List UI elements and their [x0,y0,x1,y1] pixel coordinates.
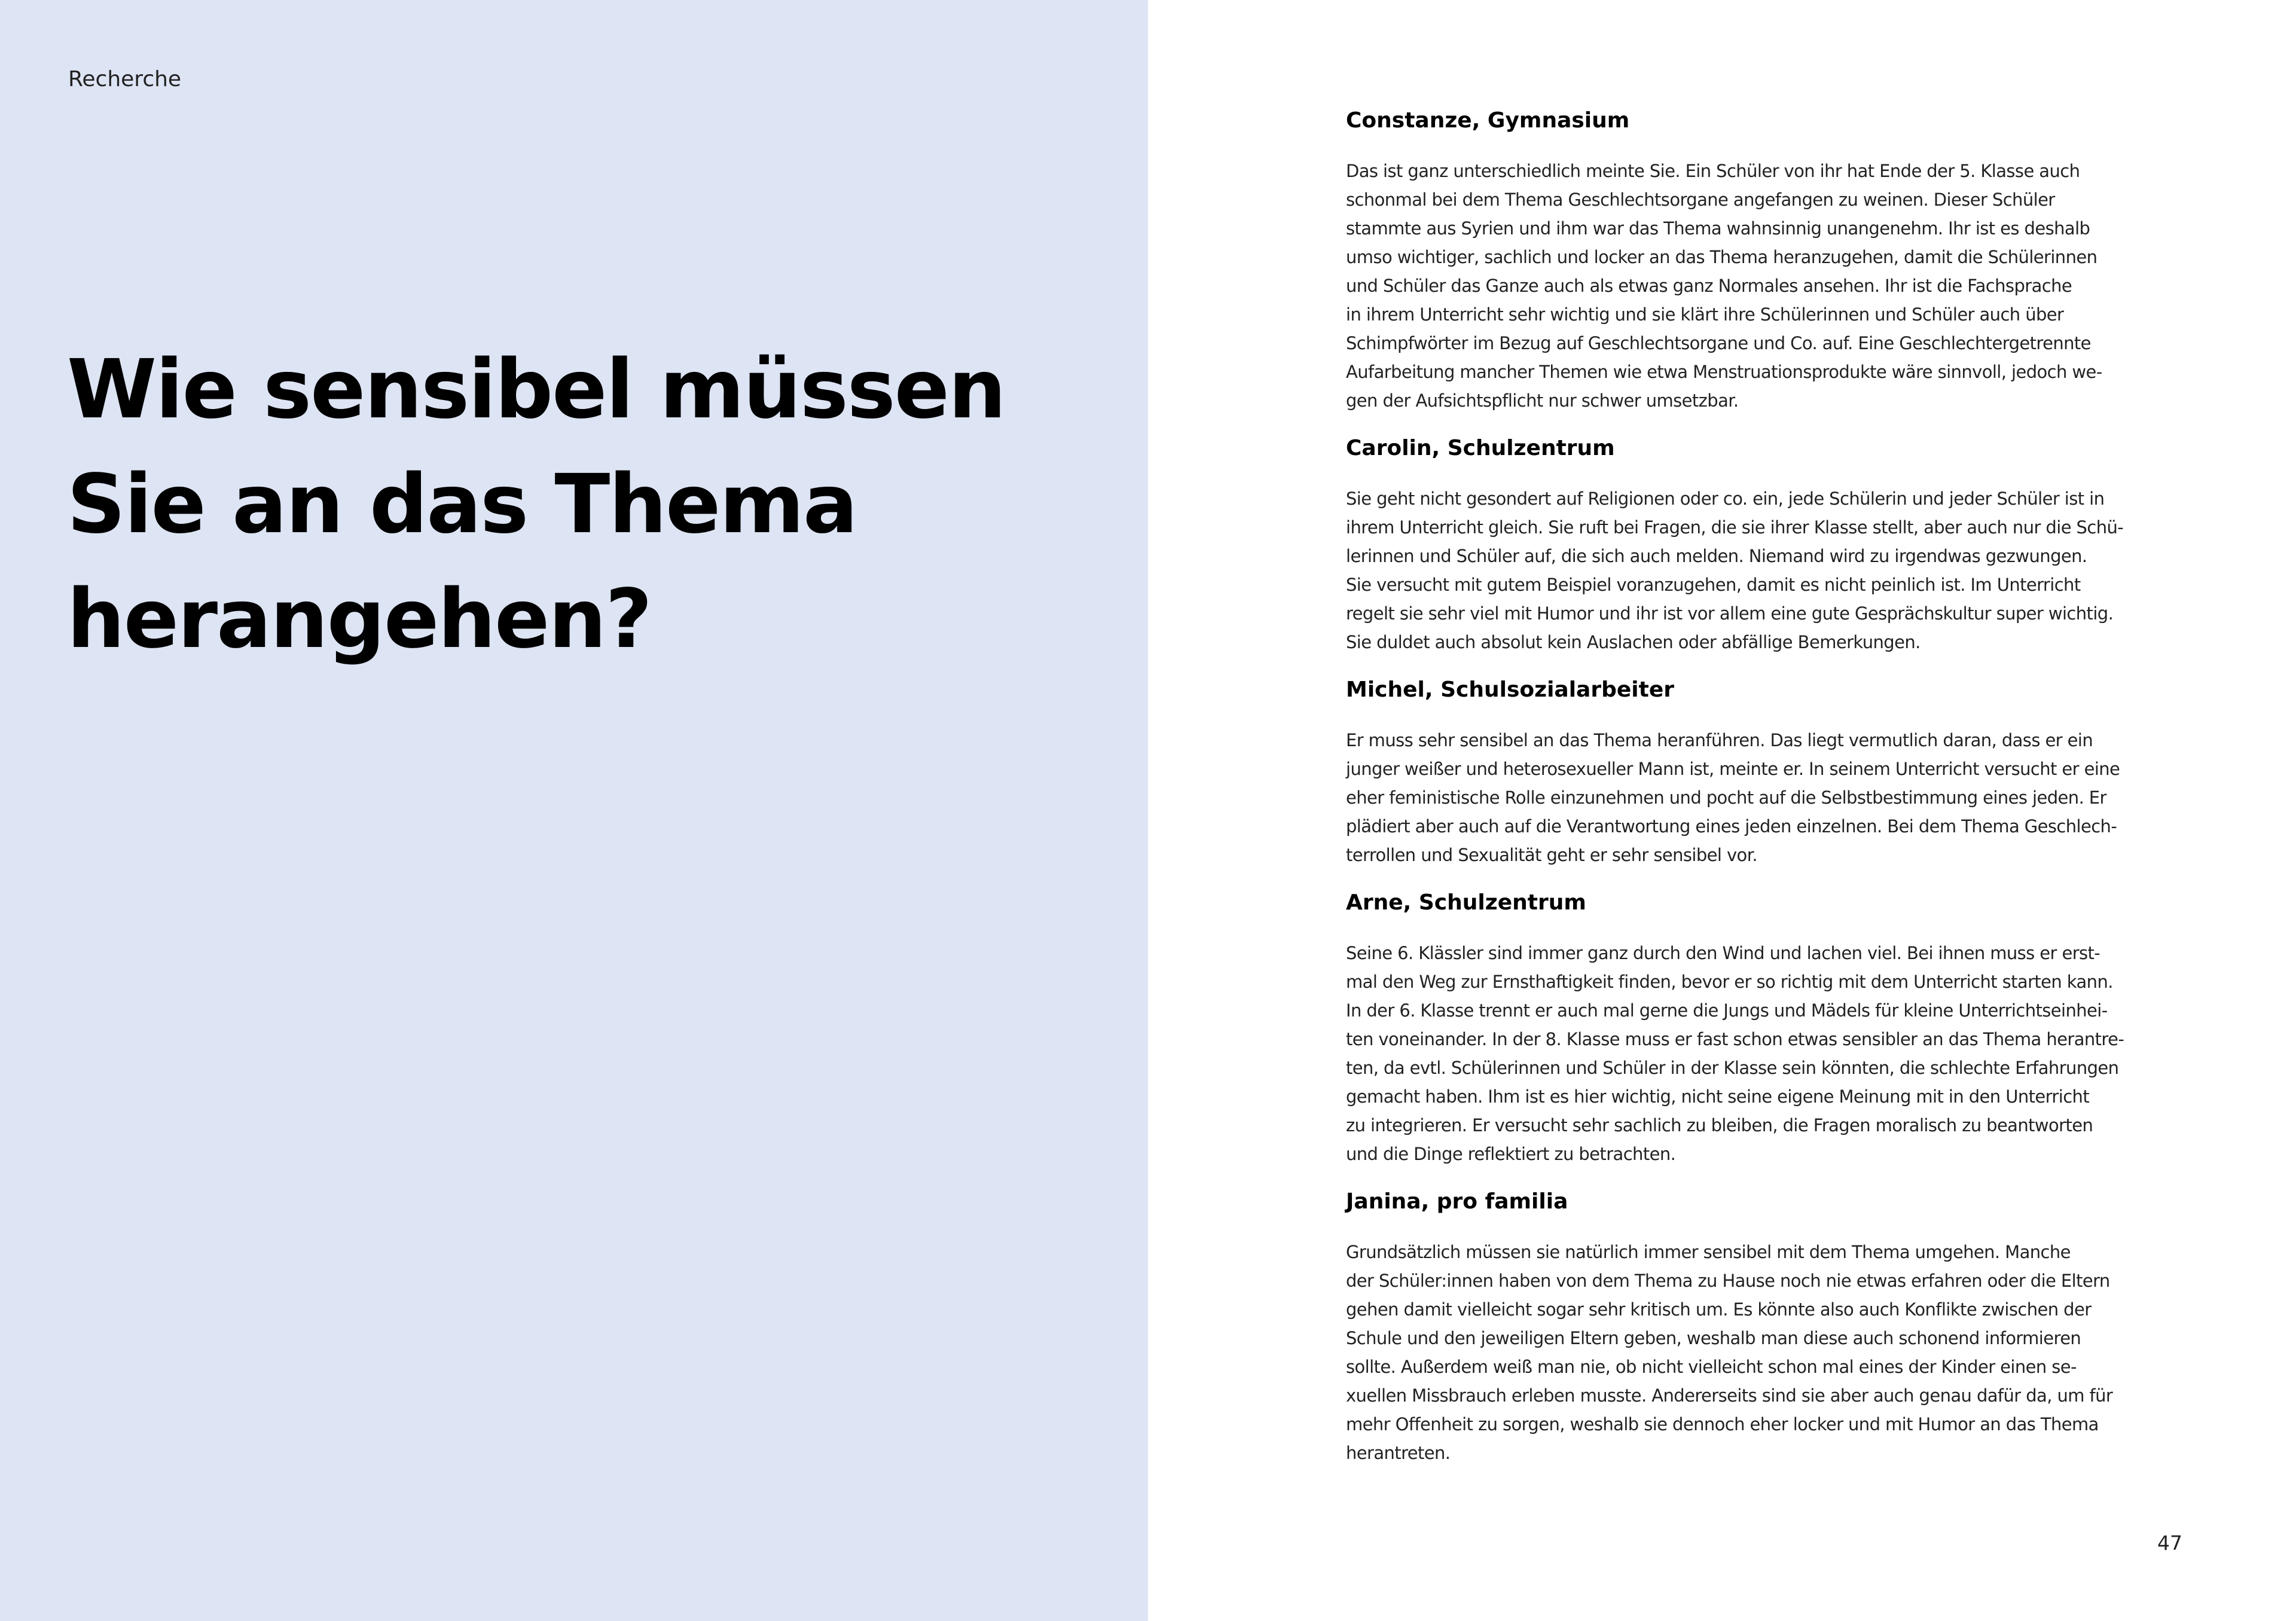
answer-line: gemacht haben. Ihm ist es hier wichtig, nicht seine eigene Meinung mit in den Unterricht [1346,1086,2090,1107]
answer-line: Schimpfwörter im Bezug auf Geschlechtsorgane und Co. auf. Eine Geschlechtergetrennte [1346,333,2091,353]
answer-line: und die Dinge reflektiert zu betrachten. [1346,1144,1676,1164]
answer-line: zu integrieren. Er versucht sehr sachlich zu bleiben, die Fragen moralisch zu beantworten [1346,1115,2093,1135]
answer-line: Schule und den jeweiligen Eltern geben, weshalb man diese auch schonend informieren [1346,1328,2081,1348]
interview-entry [1346,429,2231,657]
answer-line: Er muss sehr sensibel an das Thema heranführen. Das liegt vermutlich daran, dass er ein [1346,730,2093,750]
heading-line: Sie an das Thema [67,457,857,552]
answer-line: Sie geht nicht gesondert auf Religionen oder co. ein, jede Schülerin und jeder Schüler ist in [1346,489,2105,509]
answer-line: schonmal bei dem Thema Geschlechtsorgane angefangen zu weinen. Dieser Schüler [1346,190,2055,210]
answer-line: in ihrem Unterricht sehr wichtig und sie klärt ihre Schülerinnen und Schüler auch über [1346,304,2064,325]
answer-line: gen der Aufsichtspflicht nur schwer umsetzbar. [1346,390,1739,411]
answer-line: gehen damit vielleicht sogar sehr kritisch um. Es könnte also auch Konflikte zwischen der [1346,1299,2092,1320]
answer-line: Sie versucht mit gutem Beispiel voranzugehen, damit es nicht peinlich ist. Im Unterricht [1346,575,2081,595]
interviewee-name: Carolin, Schulzentrum [1346,436,1615,460]
answer-line: stammte aus Syrien und ihm war das Thema wahnsinnig unangenehm. Ihr ist es deshalb [1346,218,2090,239]
answer-line: und Schüler das Ganze auch als etwas ganz Normales ansehen. Ihr ist die Fachsprache [1346,276,2072,296]
answer-line: Seine 6. Klässler sind immer ganz durch den Wind und lachen viel. Bei ihnen muss er erst- [1346,943,2100,963]
answer-line: Das ist ganz unterschiedlich meinte Sie. Ein Schüler von ihr hat Ende der 5. Klasse auch [1346,161,2080,181]
interviewee-name: Constanze, Gymnasium [1346,108,1630,133]
interview-entry [1346,1183,2231,1467]
answer-line: lerinnen und Schüler auf, die sich auch melden. Niemand wird zu irgendwas gezwungen. [1346,546,2087,566]
interview-answer [1346,1221,2231,1467]
interviewee-name: Arne, Schulzentrum [1346,890,1586,915]
interview-entry [1346,671,2231,869]
interviewee-name: Janina, pro familia [1346,1189,1568,1214]
answer-line: ten, da evtl. Schülerinnen und Schüler in der Klasse sein könnten, die schlechte Erfahrungen [1346,1058,2119,1078]
answer-line: Aufarbeitung mancher Themen wie etwa Menstruationsprodukte wäre sinnvoll, jedoch we- [1346,362,2102,382]
interview-answer [1346,140,2231,415]
interview-answer [1346,468,2231,657]
interview-answer [1346,922,2231,1168]
answer-line: Sie duldet auch absolut kein Auslachen oder abfällige Bemerkungen. [1346,632,1921,652]
answer-line: mehr Offenheit zu sorgen, weshalb sie dennoch eher locker und mit Humor an das Thema [1346,1414,2099,1434]
heading-line: herangehen? [67,572,652,667]
answer-line: Grundsätzlich müssen sie natürlich immer sensibel mit dem Thema umgehen. Manche [1346,1242,2071,1262]
answer-line: herantreten. [1346,1443,1451,1463]
answer-line: junger weißer und heterosexueller Mann ist, meinte er. In seinem Unterricht versucht er eine [1346,759,2120,779]
answer-line: mal den Weg zur Ernsthaftigkeit finden, bevor er so richtig mit dem Unterricht starten kann. [1346,972,2113,992]
interviewee-name: Michel, Schulsozialarbeiter [1346,677,1674,702]
interview-entry [1346,884,2231,1168]
answer-line: ihrem Unterricht gleich. Sie ruft bei Fragen, die sie ihrer Klasse stellt, aber auch nur die Schü- [1346,517,2124,538]
interview-entry [1346,102,2231,415]
interview-answer [1346,709,2231,869]
answer-line: terrollen und Sexualität geht er sehr sensibel vor. [1346,845,1757,865]
answer-line: eher feministische Rolle einzunehmen und pocht auf die Selbstbestimmung eines jeden. Er [1346,787,2106,808]
right-page [1148,0,2296,1621]
answer-line: In der 6. Klasse trennt er auch mal gerne die Jungs und Mädels für kleine Unterrichtseinhei- [1346,1000,2108,1021]
heading-line: Wie sensibel müssen [67,343,1005,437]
answer-line: xuellen Missbrauch erleben musste. Andererseits sind sie aber auch genau dafür da, um für [1346,1385,2113,1406]
answer-line: umso wichtiger, sachlich und locker an das Thema heranzugehen, damit die Schülerinnen [1346,247,2097,267]
answer-line: sollte. Außerdem weiß man nie, ob nicht vielleicht schon mal eines der Kinder einen se- [1346,1357,2077,1377]
page-heading [67,332,1119,677]
answer-line: regelt sie sehr viel mit Humor und ihr ist vor allem eine gute Gesprächskultur super wichtig. [1346,603,2114,624]
answer-line: der Schüler:innen haben von dem Thema zu Hause noch nie etwas erfahren oder die Eltern [1346,1271,2110,1291]
page-number: 47 [2157,1531,2182,1555]
answer-line: ten voneinander. In der 8. Klasse muss er fast schon etwas sensibler an das Thema herantre- [1346,1029,2124,1049]
section-label: Recherche [68,67,182,91]
answer-line: plädiert aber auch auf die Verantwortung eines jeden einzelnen. Bei dem Thema Geschlech- [1346,816,2117,837]
interview-entries [1346,102,2231,1482]
